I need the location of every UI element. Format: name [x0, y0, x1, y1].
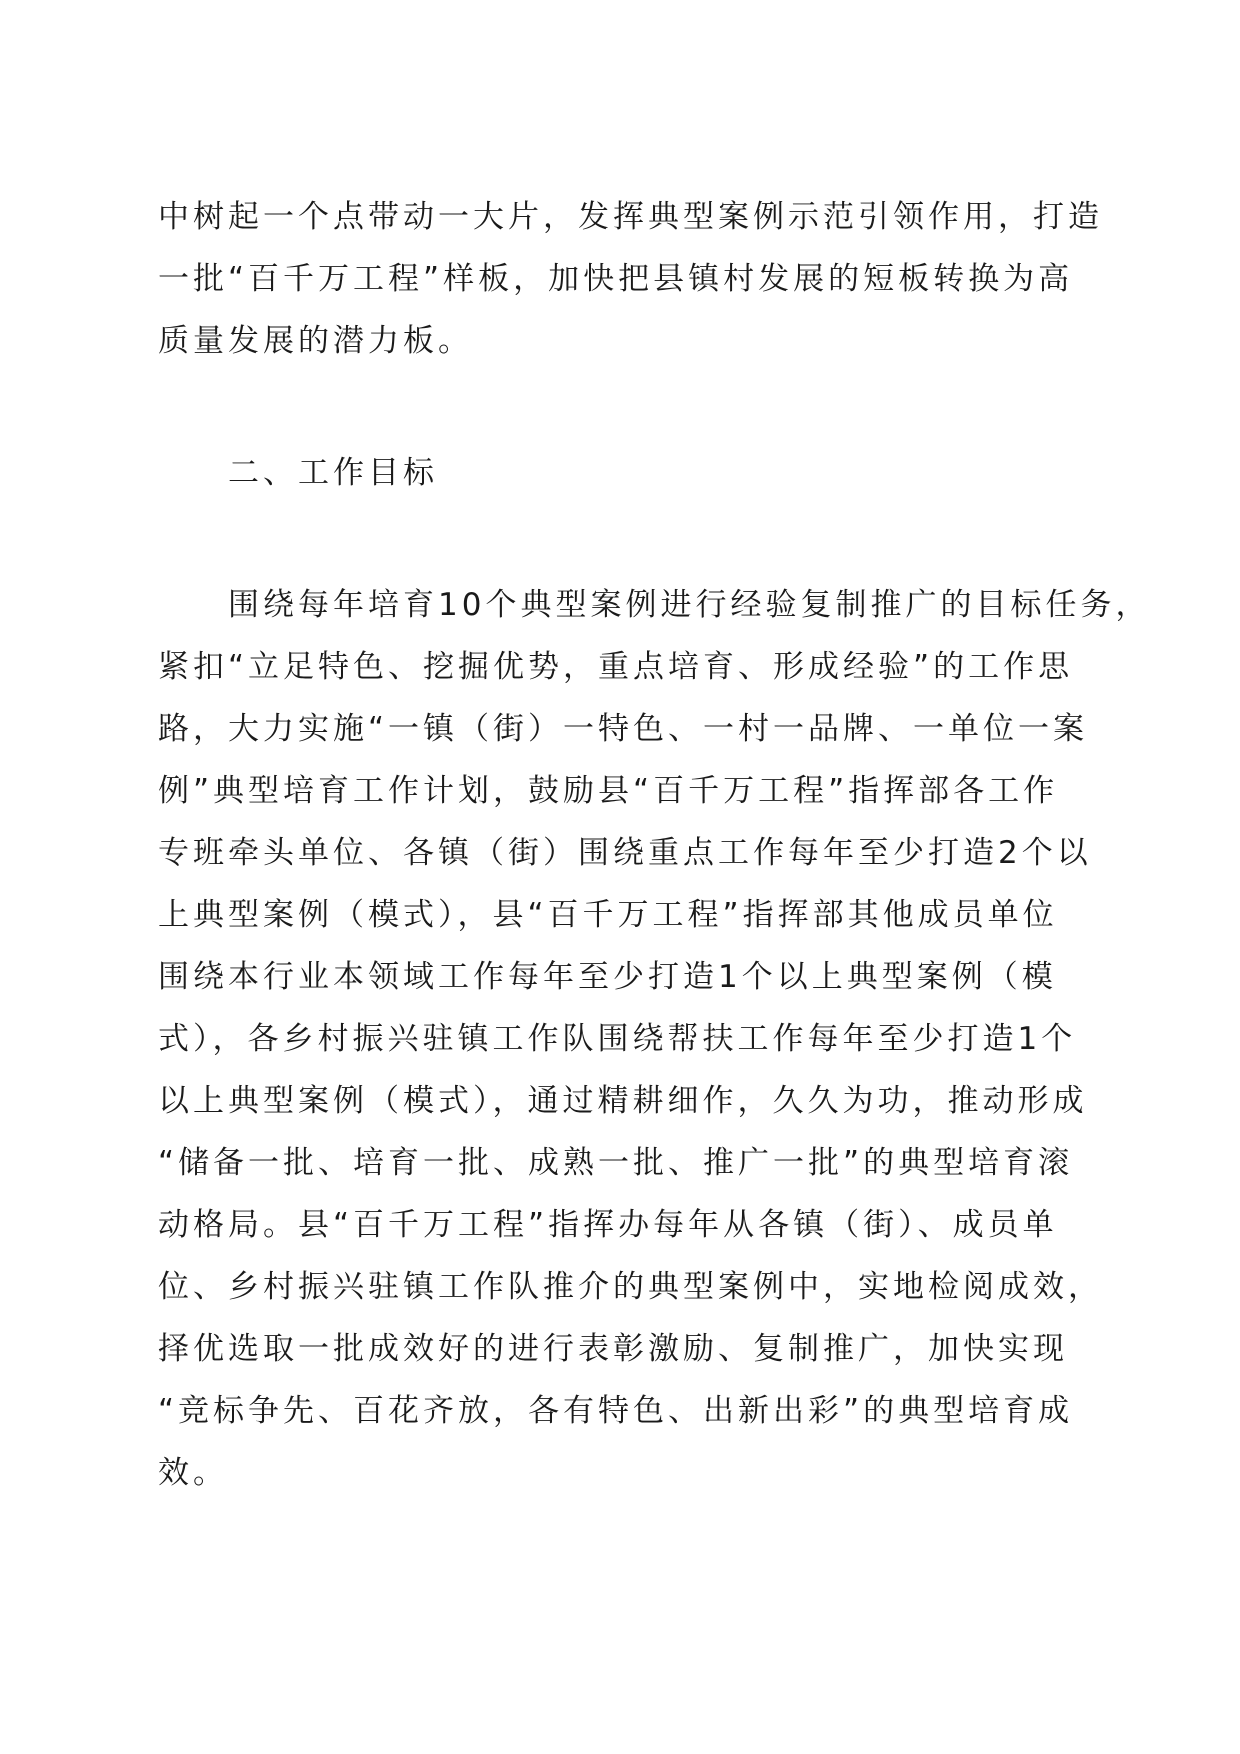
paragraph-line: 上典型案例（模式），县“百千万工程”指挥部其他成员单位: [158, 897, 1058, 933]
paragraph-work-goals: [158, 574, 1151, 1504]
section-heading-text: 二、工作目标: [158, 455, 438, 491]
paragraph-line: 位、乡村振兴驻镇工作队推介的典型案例中，实地检阅成效，: [158, 1269, 1103, 1305]
paragraph-line: 动格局。县“百千万工程”指挥办每年从各镇（街）、成员单: [158, 1207, 1058, 1243]
paragraph-line: 质量发展的潜力板。: [158, 323, 473, 359]
paragraph-line: 择优选取一批成效好的进行表彰激励、复制推广，加快实现: [158, 1331, 1068, 1367]
paragraph-line: 效。: [158, 1455, 228, 1491]
paragraph-line: 例”典型培育工作计划，鼓励县“百千万工程”指挥部各工作: [158, 773, 1059, 809]
paragraph-line: 围绕每年培育10个典型案例进行经验复制推广的目标任务，: [158, 587, 1151, 623]
paragraph-line: “竞标争先、百花齐放，各有特色、出新出彩”的典型培育成: [158, 1393, 1074, 1429]
paragraph-line: 一批“百千万工程”样板，加快把县镇村发展的短板转换为高: [158, 261, 1074, 297]
paragraph-line: “储备一批、培育一批、成熟一批、推广一批”的典型培育滚: [158, 1145, 1074, 1181]
paragraph-line: 以上典型案例（模式），通过精耕细作，久久为功，推动形成: [158, 1083, 1088, 1119]
paragraph-intro-continuation: [158, 186, 1103, 372]
paragraph-line: 围绕本行业本领域工作每年至少打造1个以上典型案例（模: [158, 959, 1057, 995]
paragraph-line: 式），各乡村振兴驻镇工作队围绕帮扶工作每年至少打造1个: [158, 1021, 1077, 1057]
paragraph-line: 路，大力实施“一镇（街）一特色、一村一品牌、一单位一案: [158, 711, 1089, 747]
paragraph-line: 中树起一个点带动一大片，发挥典型案例示范引领作用，打造: [158, 199, 1103, 235]
paragraph-line: 紧扣“立足特色、挖掘优势，重点培育、形成经验”的工作思: [158, 649, 1074, 685]
section-heading: [158, 442, 1088, 504]
paragraph-line: 专班牵头单位、各镇（街）围绕重点工作每年至少打造2个以: [158, 835, 1092, 871]
